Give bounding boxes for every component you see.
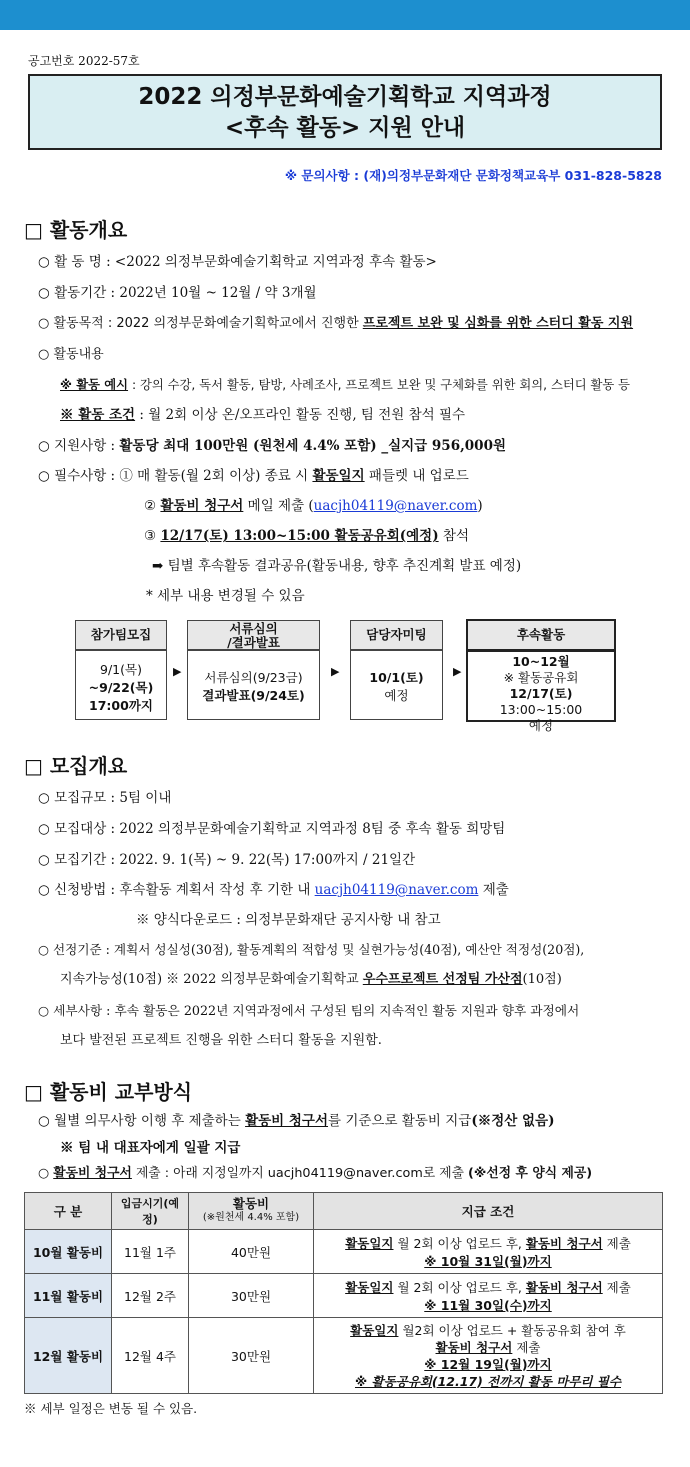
payment-no-settlement: (※정산 없음) [471,1113,555,1129]
req3-prefix: ③ [144,528,161,544]
criteria-prefix: 지속가능성(10점) ※ 2022 의정부문화예술기획학교 [60,972,363,987]
cond-deadline: ※ 12월 19일(월)까지 [424,1356,552,1372]
payment-prefix: ○ 월별 의무사항 이행 후 제출하는 [38,1113,246,1129]
payment-line-3-bold: (※선정 후 양식 제공) [468,1166,593,1181]
payment-line-3 [38,1165,592,1183]
purpose-emphasis: 프로젝트 보완 및 심화를 위한 스터디 활동 지원 [362,316,634,331]
table-row [25,1274,663,1318]
flow-arrow-1: ▶ [173,665,182,678]
recruit-scale: ○ 모집규모 : 5팀 이내 [38,790,172,806]
example-label: ※ 활동 예시 [60,378,129,392]
activity-content-label: ○ 활동내용 [38,347,104,362]
top-banner [0,0,690,30]
support-info [38,437,506,455]
header-condition: 지급 조건 [314,1193,663,1230]
detail-line-2: 보다 발전된 프로젝트 진행을 위한 스터디 활동을 지원함. [60,1033,382,1048]
payment-line-3-mid: 제출 : 아래 지정일까지 uacjh04119@naver.com로 제출 [131,1166,469,1181]
table-row [25,1318,663,1394]
section-recruit-heading: □ 모집개요 [24,754,128,778]
row-timing: 11월 1주 [112,1230,189,1274]
req1-prefix: ① 매 활동(월 2회 이상) 종료 시 [119,468,313,484]
flow-step-3-line-2: 예정 [384,688,409,703]
cond-claim: 활동비 청구서 [435,1339,513,1355]
notice-number: 공고번호 2022-57호 [28,54,140,68]
header-category: 구 분 [25,1193,112,1230]
criteria-emphasis: 우수프로젝트 선정팀 가산점 [362,972,523,987]
cond-submit: 제출 [512,1339,541,1355]
flow-step-2-head-1: 서류심의 [229,621,278,636]
flow-step-3-head: 담당자미팅 [350,620,443,650]
header-amount-label: 활동비 [232,1196,270,1211]
row-timing: 12월 4주 [112,1318,189,1394]
required-item-3-detail: ➡ 팀별 후속활동 결과공유(활동내용, 향후 추진계획 발표 예정) [152,558,522,574]
title-box [28,74,662,150]
payment-line-2: ※ 팀 내 대표자에게 일괄 지급 [60,1140,241,1156]
cond-submit: 제출 [602,1235,631,1251]
flow-arrow-3: ▶ [453,665,462,678]
row-amount: 30만원 [189,1318,314,1394]
cond-deadline: ※ 11월 30일(수)까지 [424,1297,552,1313]
row-condition [314,1274,663,1318]
required-item-2 [144,497,483,515]
req2-mid: 메일 제출 ( [243,498,314,514]
row-amount: 40만원 [189,1230,314,1274]
payment-table [24,1192,663,1394]
row-condition [314,1230,663,1274]
cond-text: 월 2회 이상 업로드 후, [393,1235,526,1251]
selection-criteria-line-2 [60,971,562,989]
req2-emphasis: 활동비 청구서 [160,498,244,514]
cond-log: 활동일지 [345,1235,394,1251]
row-condition [314,1318,663,1394]
support-value: 활동당 최대 100만원 (원천세 4.4% 포함) _실지급 956,000원 [119,438,507,454]
activity-name-value: <2022 의정부문화예술기획학교 지역과정 후속 활동> [114,254,437,270]
title-line-1: 2022 의정부문화예술기획학교 지역과정 [138,84,552,110]
flow-step-3-line-1: 10/1(토) [369,670,424,685]
example-text: : 강의 수강, 독서 활동, 탐방, 사례조사, 프로젝트 보완 및 구체화를 위한 회의, 스터디 활동 등 [128,378,631,392]
flow-step-2-head-2: /결과발표 [227,635,280,650]
flow-arrow-2: ▶ [331,665,340,678]
req1-emphasis: 활동일지 [312,468,365,484]
cond-text: 월2회 이상 업로드 + 활동공유회 참여 후 [398,1322,626,1338]
header-amount-note: (※원천세 4.4% 포함) [202,1212,300,1223]
header-amount [189,1193,314,1230]
support-label: ○ 지원사항 : [38,438,120,454]
header-timing: 입금시기(예정) [112,1193,189,1230]
table-row [25,1230,663,1274]
section-overview-heading: □ 활동개요 [24,218,128,242]
required-item-3 [144,527,469,545]
recruit-target: ○ 모집대상 : 2022 의정부문화예술기획학교 지역과정 8팀 중 후속 활동 희망팀 [38,821,506,837]
method-prefix: ○ 신청방법 : 후속활동 계획서 작성 후 기한 내 [38,882,315,898]
activity-example [60,376,630,394]
cond-claim: 활동비 청구서 [525,1279,603,1295]
activity-condition [60,406,465,424]
activity-name [38,253,437,271]
req1-suffix: 패들렛 내 업로드 [364,468,469,484]
flow-step-4-line-4: 예정 [528,718,554,733]
req3-emphasis: 12/17(토) 13:00~15:00 활동공유회(예정) [160,528,439,544]
cond-finish-note: ※ 활동공유회(12.17) 전까지 활동 마무리 필수 [354,1373,621,1389]
row-amount: 30만원 [189,1274,314,1318]
row-label: 11월 활동비 [25,1274,112,1318]
payment-line-3-emphasis: 활동비 청구서 [53,1166,132,1181]
flow-step-4-line-3 [468,686,614,718]
flow-step-1-line-2: ~9/22(목) [88,680,154,695]
flow-step-4-time: 13:00~15:00 [499,702,583,717]
flow-step-1-body [75,650,167,720]
activity-period: ○ 활동기간 : 2022년 10월 ~ 12월 / 약 3개월 [38,285,317,301]
req2-prefix: ② [144,498,161,514]
selection-criteria-line-1: ○ 선정기준 : 계획서 성실성(30점), 활동계획의 적합성 및 실현가능성(40점), 예산안 적정성(20점), [38,942,585,957]
footnote: ※ 세부 일정은 변동 될 수 있음. [24,1401,198,1416]
payment-mid: 를 기준으로 활동비 지급 [328,1113,472,1129]
row-timing: 12월 2주 [112,1274,189,1318]
flow-step-4-body [466,650,616,733]
method-suffix: 제출 [478,882,509,898]
detail-line-1: ○ 세부사항 : 후속 활동은 2022년 지역과정에서 구성된 팀의 지속적인 활동 지원과 향후 과정에서 [38,1003,580,1018]
flow-step-1-line-1: 9/1(목) [100,662,142,677]
req3-suffix: 참석 [438,528,469,544]
email-link[interactable]: uacjh04119@naver.com [313,498,478,514]
flow-step-1-line-3: 17:00까지 [89,698,153,713]
flow-step-2-head [187,620,320,650]
required-label: ○ 필수사항 : [38,468,120,484]
payment-emphasis: 활동비 청구서 [245,1113,329,1129]
title-line-2: <후속 활동> 지원 안내 [224,115,466,141]
purpose-prefix: ○ 활동목적 : 2022 의정부문화예술기획학교에서 진행한 [38,316,363,331]
cond-log: 활동일지 [345,1279,394,1295]
required-item-1 [38,467,469,485]
cond-log: 활동일지 [350,1322,399,1338]
recruit-method [38,881,509,899]
payment-line-1 [38,1112,554,1130]
condition-text: : 월 2회 이상 온/오프라인 활동 진행, 팀 전원 참석 필수 [135,407,466,423]
row-label: 10월 활동비 [25,1230,112,1274]
contact-info: ※ 문의사항 : (재)의정부문화재단 문화정책교육부 031-828-5828 [284,168,662,183]
flow-step-2-line-1: 서류심의(9/23금) [204,670,303,685]
form-download-note: ※ 양식다운로드 : 의정부문화재단 공지사항 내 참고 [136,912,441,928]
recruit-period: ○ 모집기간 : 2022. 9. 1(목) ~ 9. 22(목) 17:00까지 / 21일간 [38,852,416,868]
flow-step-4-line-2: ※ 활동공유회 [503,670,579,685]
cond-submit: 제출 [602,1279,631,1295]
activity-purpose [38,315,633,333]
flow-step-4-line-1: 10~12월 [512,654,570,669]
cond-text: 월 2회 이상 업로드 후, [393,1279,526,1295]
condition-label: ※ 활동 조건 [60,407,136,423]
row-label: 12월 활동비 [25,1318,112,1394]
criteria-suffix: (10점) [522,972,562,987]
flow-step-3-body [350,650,443,720]
section-payment-heading: □ 활동비 교부방식 [24,1080,193,1104]
flow-step-4-head: 후속활동 [466,619,616,651]
change-note: * 세부 내용 변경될 수 있음 [146,588,305,604]
flow-step-4-date: 12/17(토) [509,686,573,701]
flow-step-2-line-2: 결과발표(9/24토) [202,688,305,703]
flow-step-1-head: 참가팀모집 [75,620,167,650]
method-email-link[interactable]: uacjh04119@naver.com [314,882,479,898]
req2-suffix: ) [477,498,483,514]
cond-deadline: ※ 10월 31일(월)까지 [424,1253,552,1269]
cond-claim: 활동비 청구서 [525,1235,603,1251]
payment-line-3-bullet: ○ [38,1166,54,1181]
table-header-row [25,1193,663,1230]
flow-step-2-body [187,650,320,720]
activity-name-label: ○ 활 동 명 : [38,254,115,270]
